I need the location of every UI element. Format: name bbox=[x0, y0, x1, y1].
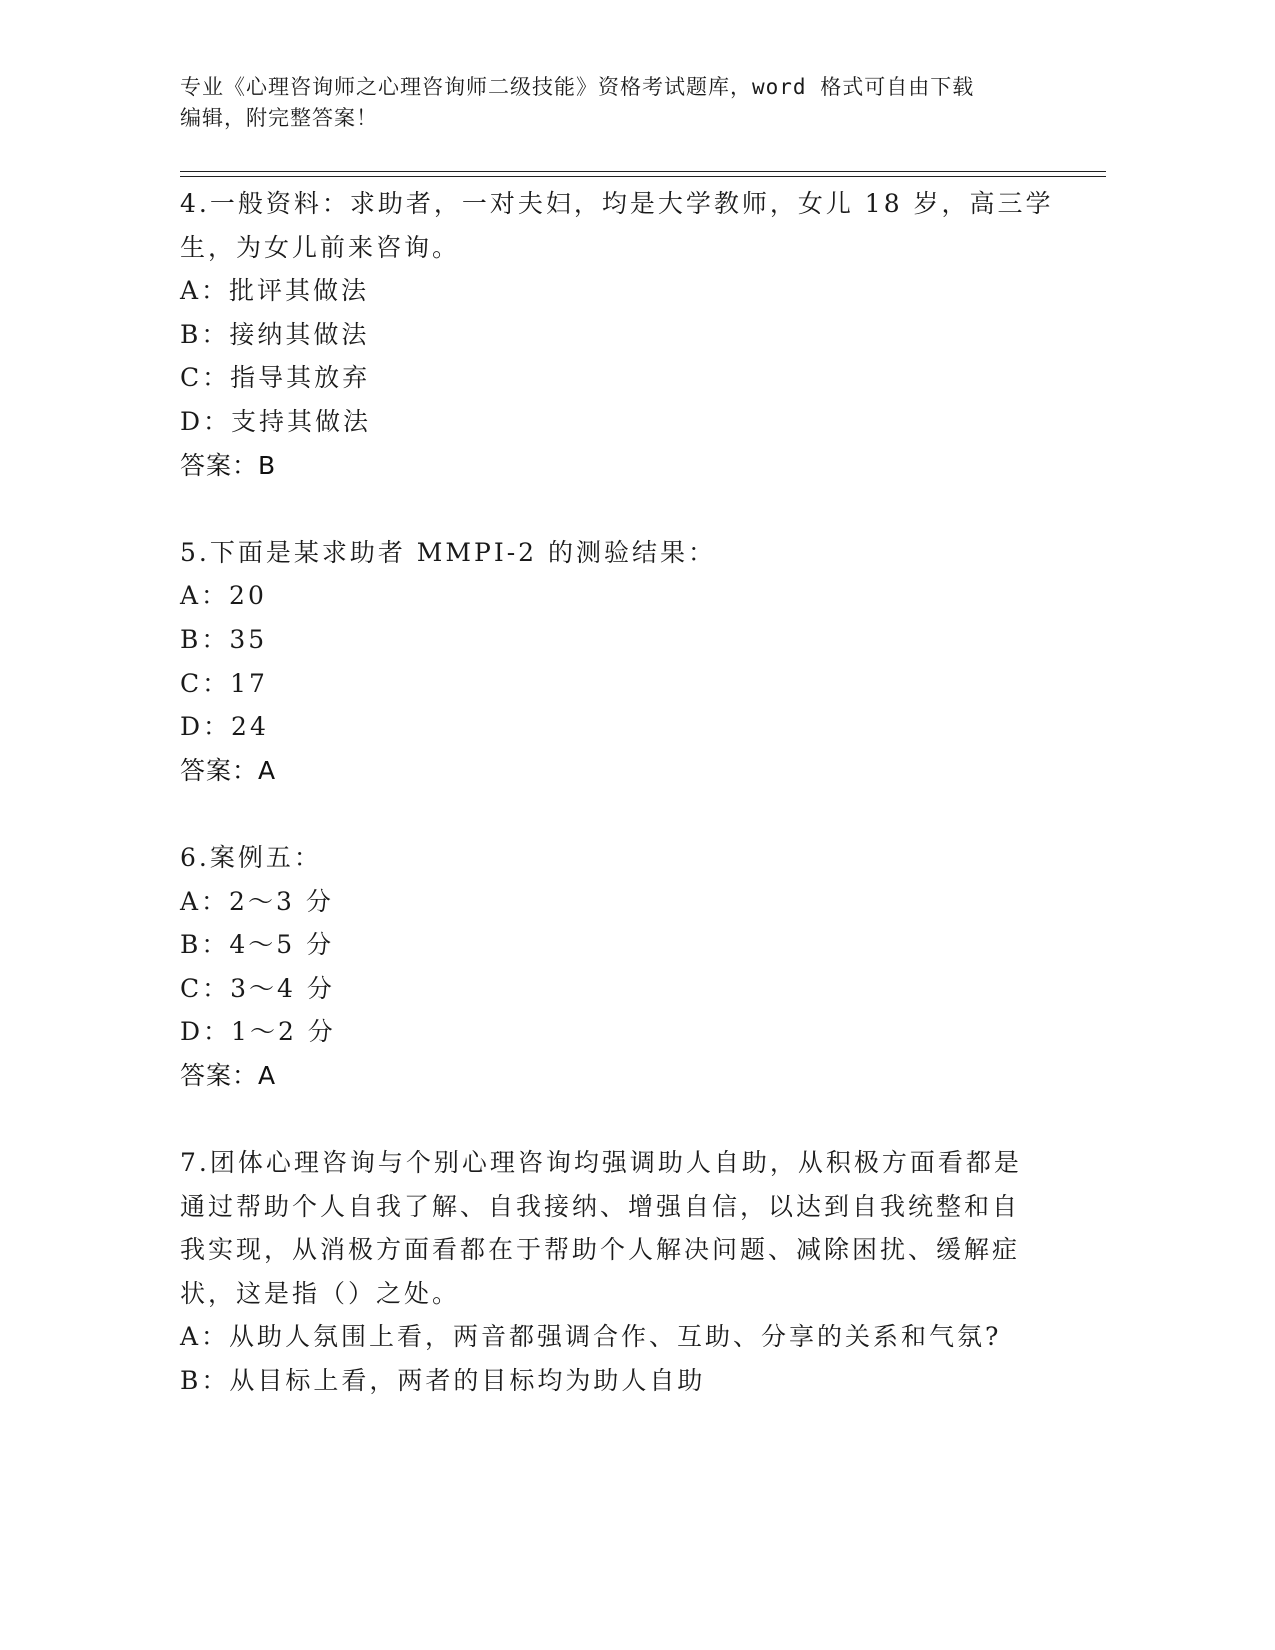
spacer bbox=[180, 487, 1070, 531]
option-d: D：24 bbox=[180, 712, 269, 742]
option-a: A：批评其做法 bbox=[180, 276, 370, 306]
question-stem-line: 我实现，从消极方面看都在于帮助个人解决问题、减除困扰、缓解症 bbox=[180, 1235, 1021, 1265]
answer-line: 答案：A bbox=[180, 1060, 277, 1090]
option-b: B：4～5 分 bbox=[180, 930, 335, 960]
option-b: B：接纳其做法 bbox=[180, 319, 370, 349]
question-6 bbox=[180, 836, 1070, 1098]
answer-line: 答案：B bbox=[180, 450, 277, 480]
question-4 bbox=[180, 182, 1070, 487]
header-divider-bottom bbox=[180, 176, 1106, 177]
option-c: C：17 bbox=[180, 668, 268, 698]
question-7 bbox=[180, 1141, 1070, 1403]
question-5 bbox=[180, 531, 1070, 793]
question-stem-line: 生，为女儿前来咨询。 bbox=[180, 232, 461, 262]
answer-line: 答案：A bbox=[180, 755, 277, 785]
header-divider-top bbox=[180, 171, 1106, 172]
spacer bbox=[180, 792, 1070, 836]
question-stem-line: 7.团体心理咨询与个别心理咨询均强调助人自助，从积极方面看都是 bbox=[180, 1148, 1022, 1178]
option-a: A：2～3 分 bbox=[180, 886, 334, 916]
option-c: C：指导其放弃 bbox=[180, 363, 371, 393]
header-line-2: 编辑，附完整答案！ bbox=[180, 106, 378, 130]
spacer bbox=[180, 1097, 1070, 1141]
question-stem-line: 6.案例五： bbox=[180, 842, 322, 872]
option-a: A：从助人氛围上看，两音都强调合作、互助、分享的关系和气氛? bbox=[180, 1322, 1002, 1352]
option-d: D：支持其做法 bbox=[180, 406, 372, 436]
question-stem-line: 4.一般资料：求助者，一对夫妇，均是大学教师，女儿 18 岁，高三学 bbox=[180, 189, 1054, 218]
option-b: B：35 bbox=[180, 624, 268, 654]
option-b: B：从目标上看，两者的目标均为助人自助 bbox=[180, 1366, 706, 1396]
option-c: C：3～4 分 bbox=[180, 973, 335, 1003]
question-list bbox=[180, 182, 1070, 1403]
option-d: D：1～2 分 bbox=[180, 1017, 336, 1047]
option-a: A：20 bbox=[180, 581, 267, 611]
header-line-1: 专业《心理咨询师之心理咨询师二级技能》资格考试题库，word 格式可自由下载 bbox=[180, 75, 975, 99]
question-stem-line: 通过帮助个人自我了解、自我接纳、增强自信，以达到自我统整和自 bbox=[180, 1191, 1021, 1221]
question-stem-line: 5.下面是某求助者 MMPI-2 的测验结果： bbox=[180, 537, 716, 567]
document-header bbox=[180, 72, 1060, 134]
question-stem-line: 状，这是指（）之处。 bbox=[180, 1278, 461, 1308]
